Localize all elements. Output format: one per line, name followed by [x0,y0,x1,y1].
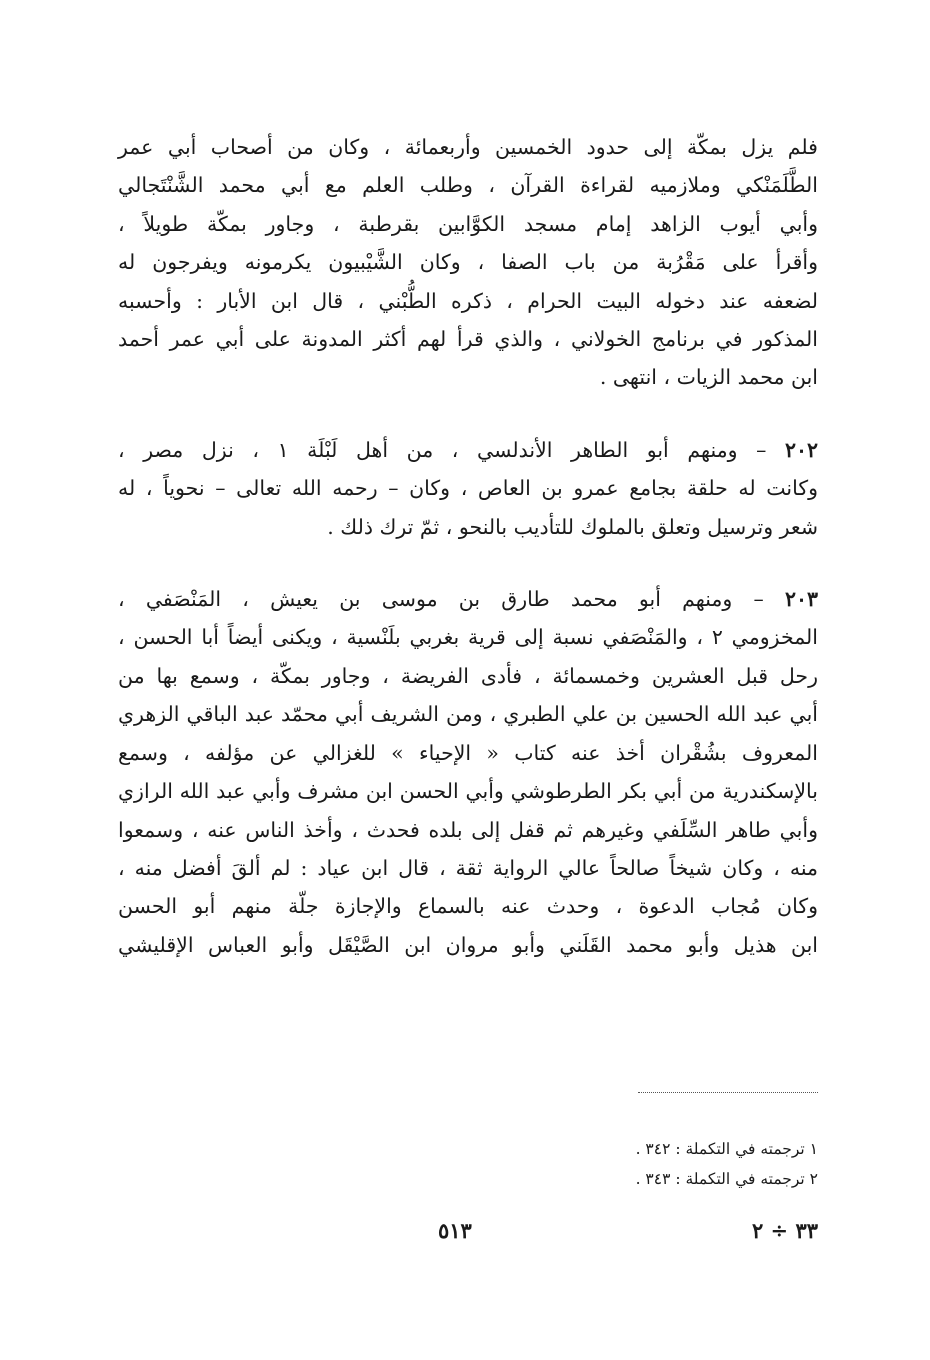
text-line: وكان مُجاب الدعوة ، وحدث عنه بالسماع والإجازة جلّة منهم أبو الحسن [118,894,818,919]
page-number: ٥١٣ [438,1218,472,1243]
entry-number: ٢٠٢ [784,437,818,462]
paragraph-continuation [118,128,818,397]
text-line: – ومنهم أبو محمد طارق بن موسى بن يعيش ، المَنْصَفي ، [118,587,764,612]
text-line: وأقرأ على مَقْرُبة من باب الصفا ، وكان الشَّيْبيون يكرمونه ويفرجون له [118,250,818,275]
text-line: لضعفه عند دخوله البيت الحرام ، ذكره الطُّبْني ، قال ابن الأبار : وأحسبه [118,288,818,313]
entry-number: ٢٠٣ [784,587,818,612]
text-line: شعر وترسيل وتعلق بالملوك للتأديب بالنحو ، ثمّ ترك ذلك . [327,514,818,539]
text-line: منه ، وكان شيخاً صالحاً عالي الرواية ثقة ، قال ابن عياد : لم ألقَ أفضل منه ، [118,855,818,880]
footnote-1: ١ ترجمته في التكملة : ٣٤٢ . [635,1140,818,1158]
text-line: وكانت له حلقة بجامع عمرو بن العاص ، وكان – رحمه الله تعالى – نحوياً ، له [118,476,818,501]
text-line: بالإسكندرية من أبي بكر الطرطوشي وأبي الحسن ابن مشرف وأبي عبد الله الرازي [118,779,818,804]
entry-203 [118,580,818,964]
main-text [118,128,818,964]
text-line: – ومنهم أبو الطاهر الأندلسي ، من أهل لَبْلَة ١ ، نزل مصر ، [118,437,767,462]
text-line: المعروف بشُقْران أخذ عنه كتاب « الإحياء » للغزالي عن مؤلفه ، وسمع [118,740,818,765]
text-line-with-number [118,431,818,469]
text-line-with-number [118,580,818,618]
text-line: الطَّلَمَنْكي وملازميه لقراءة القرآن ، وطلب العلم مع أبي محمد الشَّنْتَجالي [118,173,818,198]
text-line: وأبي طاهر السِّلَفي وغيرهم ثم قفل إلى بلده فحدث ، وأخذ الناس عنه ، وسمعوا [118,817,818,842]
text-line: ابن محمد الزيات ، انتهى . [599,365,818,390]
entry-202 [118,431,818,546]
signature-mark: ٣٣ ÷ ٢ [751,1218,818,1243]
text-line: المذكور في برنامج الخولاني ، والذي قرأ لهم أكثر المدونة على أبي عمر أحمد [118,327,818,352]
text-line: رحل قبل العشرين وخمسمائة ، فأدى الفريضة ، وجاور بمكّة ، وسمع بها من [118,663,818,688]
text-line: أبي عبد الله الحسين بن علي الطبري ، ومن الشريف أبي محمّد عبد الباقي الزهري [118,702,818,727]
text-line: ابن هذيل وأبو محمد القَلَني وأبو مروان ابن الصَّيْقَل وأبو العباس الإقليشي [118,932,818,957]
text-line: وأبي أيوب الزاهد إمام مسجد الكوَّابين بقرطبة ، وجاور بمكّة طويلاً ، [118,211,818,236]
footnotes [398,1134,818,1194]
text-line: فلم يزل بمكّة إلى حدود الخمسين وأربعمائة ، وكان من أصحاب أبي عمر [118,135,818,159]
footnote-2: ٢ ترجمته في التكملة : ٣٤٣ . [635,1170,818,1188]
text-line: المخزومي ٢ ، والمَنْصَفي نسبة إلى قرية بغربي بلَنْسية ، ويكنى أيضاً أبا الحسن ، [118,625,818,650]
footnote-separator [638,1092,818,1093]
